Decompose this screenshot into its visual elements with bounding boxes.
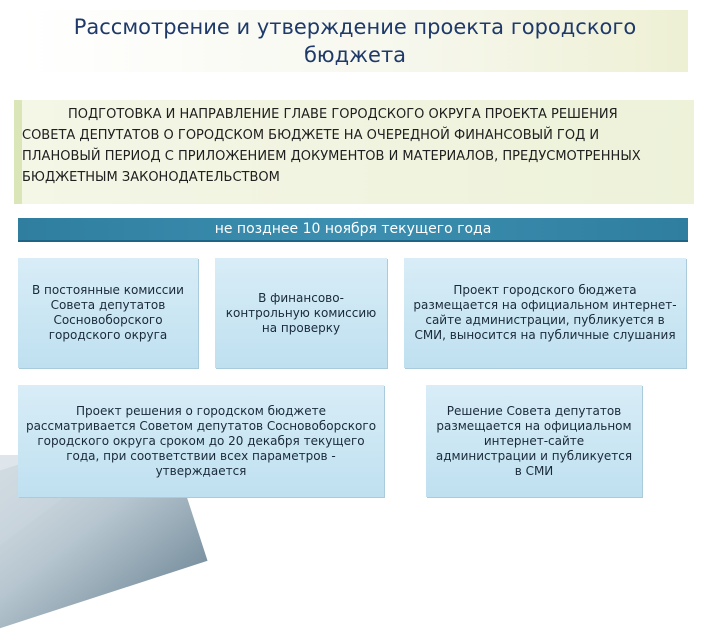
commissions-text: В постоянные комиссии Совета депутатов Сосновоборского городского округа	[32, 283, 184, 342]
preparation-text: ПОДГОТОВКА И НАПРАВЛЕНИЕ ГЛАВЕ ГОРОДСКОГО ОКРУГА ПРОЕКТА РЕШЕНИЯ СОВЕТА ДЕПУТАТОВ О ГОРОДСКОМ БЮДЖЕТЕ НА ОЧЕРЕДНОЙ ФИНАНСОВЫЙ ГОД И ПЛАНОВЫЙ ПЕРИОД С ПРИЛОЖЕНИЕМ ДОКУМЕНТОВ И МАТЕРИАЛОВ, ПРЕДУСМОТРЕННЫХ БЮДЖЕТНЫМ ЗАКОНОДАТЕЛЬСТВОМ	[22, 107, 641, 185]
control-commission-text: В финансово-контрольную комиссию на проверку	[225, 290, 377, 335]
council-review-text: Проект решения о городском бюджете рассматривается Советом депутатов Сосновоборского городского округа сроком до 20 декабря текущего года, при соответствии всех параметров - утверждается	[25, 403, 377, 478]
slide-title: Рассмотрение и утверждение проекта городского бюджета	[73, 15, 637, 67]
council-review-box	[18, 385, 384, 497]
deadline-text: не позднее 10 ноября текущего года	[214, 221, 492, 237]
deadline-banner	[18, 218, 688, 242]
publication-text: Проект городского бюджета размещается на официальном интернет-сайте администрации, публикуется в СМИ, выносится на публичные слушания	[413, 283, 677, 342]
slide-title-box	[22, 10, 688, 72]
decision-publication-text: Решение Совета депутатов размещается на официальном интернет-сайте администрации и публикуется в СМИ	[435, 403, 633, 478]
publication-box	[404, 258, 686, 368]
preparation-box	[14, 100, 694, 204]
decision-publication-box	[426, 385, 642, 497]
commissions-box	[18, 258, 198, 368]
control-commission-box	[215, 258, 387, 368]
